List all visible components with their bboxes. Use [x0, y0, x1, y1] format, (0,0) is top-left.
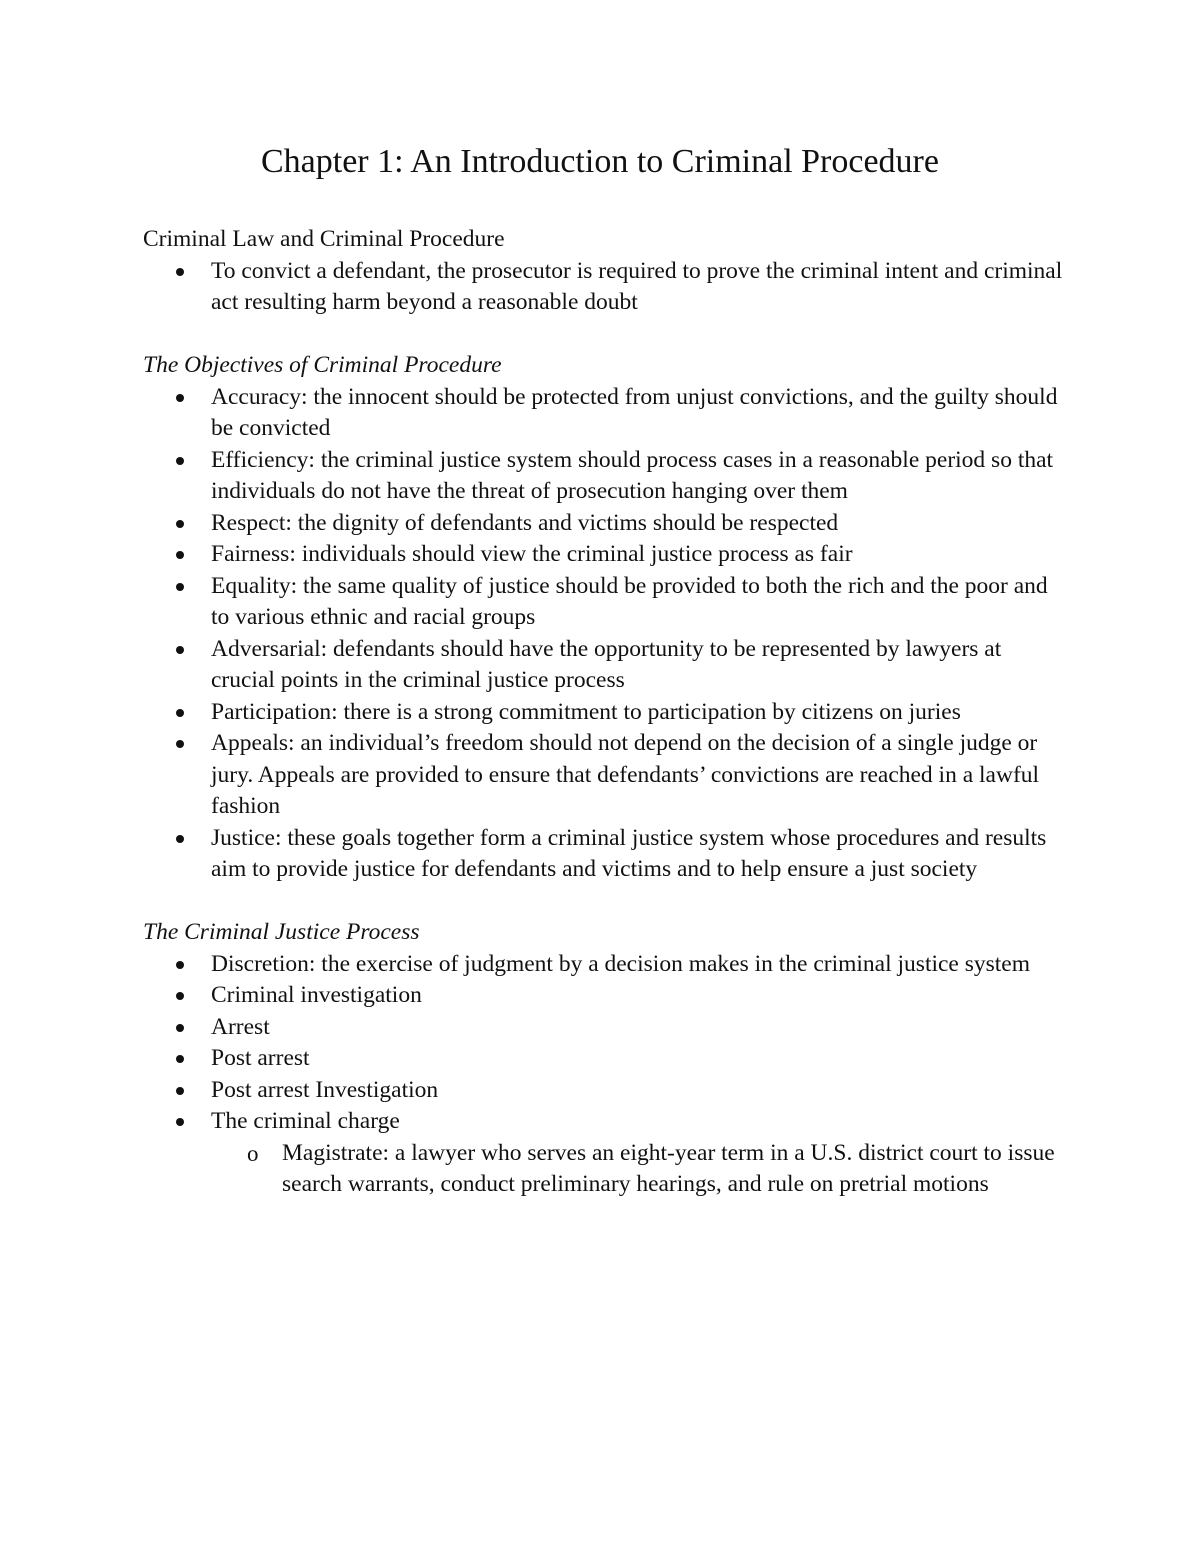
- section-objectives: [143, 350, 1063, 886]
- list-item-text: Participation: there is a strong commitment to participation by citizens on juries: [211, 698, 961, 725]
- list-item: [143, 1106, 1063, 1201]
- list-item-text: Fairness: individuals should view the criminal justice process as fair: [211, 541, 853, 567]
- list-item: [143, 949, 1063, 981]
- list-item: [143, 571, 1063, 634]
- bullet-icon: [176, 394, 184, 402]
- section-criminal-law: [143, 224, 1063, 319]
- section-heading: The Objectives of Criminal Procedure: [143, 352, 502, 378]
- bullet-icon: [176, 1118, 184, 1126]
- page-title: Chapter 1: An Introduction to Criminal Procedure: [261, 143, 939, 180]
- bullet-icon: [176, 1055, 184, 1063]
- bullet-icon: [176, 835, 184, 843]
- section-heading: The Criminal Justice Process: [143, 919, 420, 945]
- list-item: [143, 539, 1063, 571]
- bullet-icon: [176, 992, 184, 1000]
- spacer: [143, 886, 1063, 918]
- list-item-text: Post arrest: [211, 1045, 310, 1071]
- bullet-icon: [176, 961, 184, 969]
- list-item-text: Equality: the same quality of justice should be provided to both the rich and the poor and to various ethnic and racial groups: [211, 572, 1048, 630]
- sub-list-item-text: Magistrate: a lawyer who serves an eight-year term in a U.S. district court to issue search warrants, conduct preliminary hearings, and rule on pretrial motions: [282, 1139, 1055, 1197]
- list-item: [143, 1043, 1063, 1075]
- list-item: [143, 445, 1063, 508]
- spacer: [143, 319, 1063, 351]
- list-item: [143, 823, 1063, 886]
- bullet-icon: [176, 268, 184, 276]
- bullet-icon: [176, 646, 184, 654]
- list-item-text: To convict a defendant, the prosecutor is required to prove the criminal intent and criminal act resulting harm beyond a reasonable doubt: [211, 257, 1063, 315]
- list-item: [143, 1075, 1063, 1107]
- section-heading: Criminal Law and Criminal Procedure: [143, 226, 505, 252]
- bullet-icon: [176, 1024, 184, 1032]
- list-item: [143, 256, 1063, 319]
- list-item: [143, 508, 1063, 540]
- list-item-text: Appeals: an individual’s freedom should not depend on the decision of a single judge or jury. Appeals are provided to ensure that defendants’ convictions are reached in a lawful fashion: [211, 730, 1040, 819]
- list-item-text: Efficiency: the criminal justice system should process cases in a reasonable period so that individuals do not have the threat of prosecution hanging over them: [211, 446, 1054, 504]
- bullet-icon: [176, 583, 184, 591]
- list-item-text: Arrest: [211, 1013, 270, 1040]
- list-item: [143, 634, 1063, 697]
- sub-list-item: [211, 1138, 1063, 1201]
- bullet-icon: [176, 740, 184, 748]
- bullet-icon: [176, 520, 184, 528]
- list-item: [143, 1012, 1063, 1044]
- list-item-text: Adversarial: defendants should have the opportunity to be represented by lawyers at crucial points in the criminal justice process: [211, 635, 1002, 693]
- list-item: [143, 697, 1063, 729]
- list-item-text: Justice: these goals together form a criminal justice system whose procedures and results aim to provide justice for defendants and victims and to help ensure a just society: [211, 824, 1047, 882]
- list-item-text: Criminal investigation: [211, 982, 422, 1008]
- list-item-text: Post arrest Investigation: [211, 1076, 439, 1103]
- list-item: [143, 980, 1063, 1012]
- list-item-text: Accuracy: the innocent should be protected from unjust convictions, and the guilty should be convicted: [211, 383, 1058, 441]
- document-body: [143, 224, 1063, 1201]
- hollow-bullet-icon: o: [247, 1140, 259, 1166]
- bullet-list: [143, 382, 1063, 886]
- list-item-text: Respect: the dignity of defendants and victims should be respected: [211, 509, 839, 536]
- list-item: [143, 382, 1063, 445]
- bullet-list: [143, 256, 1063, 319]
- bullet-icon: [176, 457, 184, 465]
- bullet-icon: [176, 551, 184, 559]
- list-item-text: Discretion: the exercise of judgment by a decision makes in the criminal justice system: [211, 950, 1031, 977]
- bullet-icon: [176, 709, 184, 717]
- list-item: [143, 728, 1063, 823]
- bullet-icon: [176, 1087, 184, 1095]
- section-justice-process: [143, 917, 1063, 1201]
- bullet-list: [143, 949, 1063, 1201]
- list-item-text: The criminal charge: [211, 1108, 400, 1134]
- sub-bullet-list: [211, 1138, 1063, 1201]
